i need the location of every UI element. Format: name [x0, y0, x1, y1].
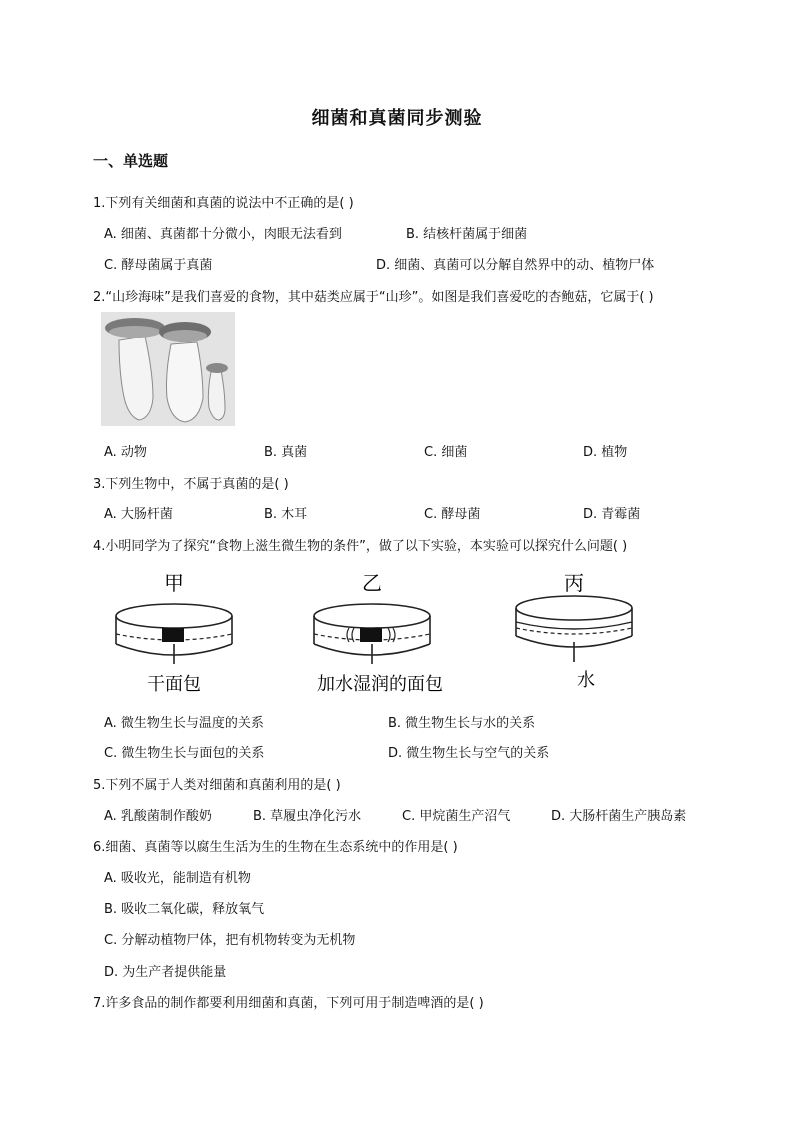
question-2-stem: 2.“山珍海味”是我们喜爱的食物，其中菇类应属于“山珍”。如图是我们喜爱吃的杏鲍菇，它属于( ): [93, 290, 654, 305]
q3-option-a: A. 大肠杆菌: [104, 507, 173, 522]
q1-option-a: A. 细菌、真菌都十分微小，肉眼无法看到: [104, 227, 342, 242]
q5-option-d: D. 大肠杆菌生产胰岛素: [551, 809, 687, 824]
q3-option-c: C. 酵母菌: [424, 507, 481, 522]
question-5-stem: 5.下列不属于人类对细菌和真菌利用的是( ): [93, 778, 341, 793]
q1-option-c: C. 酵母菌属于真菌: [104, 258, 213, 273]
experiment-diagram: [108, 566, 648, 700]
q2-option-a: A. 动物: [104, 445, 147, 460]
q6-option-a: A. 吸收光，能制造有机物: [104, 871, 251, 886]
q6-option-d: D. 为生产者提供能量: [104, 965, 227, 980]
q4-option-d: D. 微生物生长与空气的关系: [388, 746, 550, 761]
page-title: 细菌和真菌同步测验: [311, 108, 483, 129]
label-bing: 丙: [564, 571, 584, 595]
q5-option-c: C. 甲烷菌生产沼气: [402, 809, 511, 824]
q3-option-d: D. 青霉菌: [583, 507, 641, 522]
q1-option-b: B. 结核杆菌属于细菌: [406, 227, 528, 242]
label-yi: 乙: [362, 571, 382, 595]
q4-option-a: A. 微生物生长与温度的关系: [104, 716, 264, 731]
label-wet-bread: 加水湿润的面包: [317, 674, 443, 695]
q5-option-b: B. 草履虫净化污水: [253, 809, 362, 824]
q2-option-c: C. 细菌: [424, 445, 468, 460]
question-3-stem: 3.下列生物中，不属于真菌的是( ): [93, 477, 289, 492]
q1-option-d: D. 细菌、真菌可以分解自然界中的动、植物尸体: [376, 258, 655, 273]
q4-option-b: B. 微生物生长与水的关系: [388, 716, 536, 731]
q4-option-c: C. 微生物生长与面包的关系: [104, 746, 265, 761]
question-6-stem: 6.细菌、真菌等以腐生生活为生的生物在生态系统中的作用是( ): [93, 840, 458, 855]
q6-option-b: B. 吸收二氧化碳，释放氧气: [104, 902, 265, 917]
label-water: 水: [577, 670, 595, 691]
question-1-stem: 1.下列有关细菌和真菌的说法中不正确的是( ): [93, 196, 354, 211]
label-dry-bread: 干面包: [147, 674, 201, 695]
label-jia: 甲: [164, 571, 184, 595]
king-oyster-mushroom-photo: [101, 312, 235, 426]
q5-option-a: A. 乳酸菌制作酸奶: [104, 809, 212, 824]
q2-option-b: B. 真菌: [264, 445, 308, 460]
question-7-stem: 7.许多食品的制作都要利用细菌和真菌，下列可用于制造啤酒的是( ): [93, 996, 484, 1011]
question-4-stem: 4.小明同学为了探究“食物上滋生微生物的条件”，做了以下实验，本实验可以探究什么问题( ): [93, 539, 628, 554]
section-heading: 一、单选题: [93, 152, 169, 170]
q3-option-b: B. 木耳: [264, 507, 308, 522]
q2-option-d: D. 植物: [583, 445, 628, 460]
q6-option-c: C. 分解动植物尸体，把有机物转变为无机物: [104, 933, 356, 948]
